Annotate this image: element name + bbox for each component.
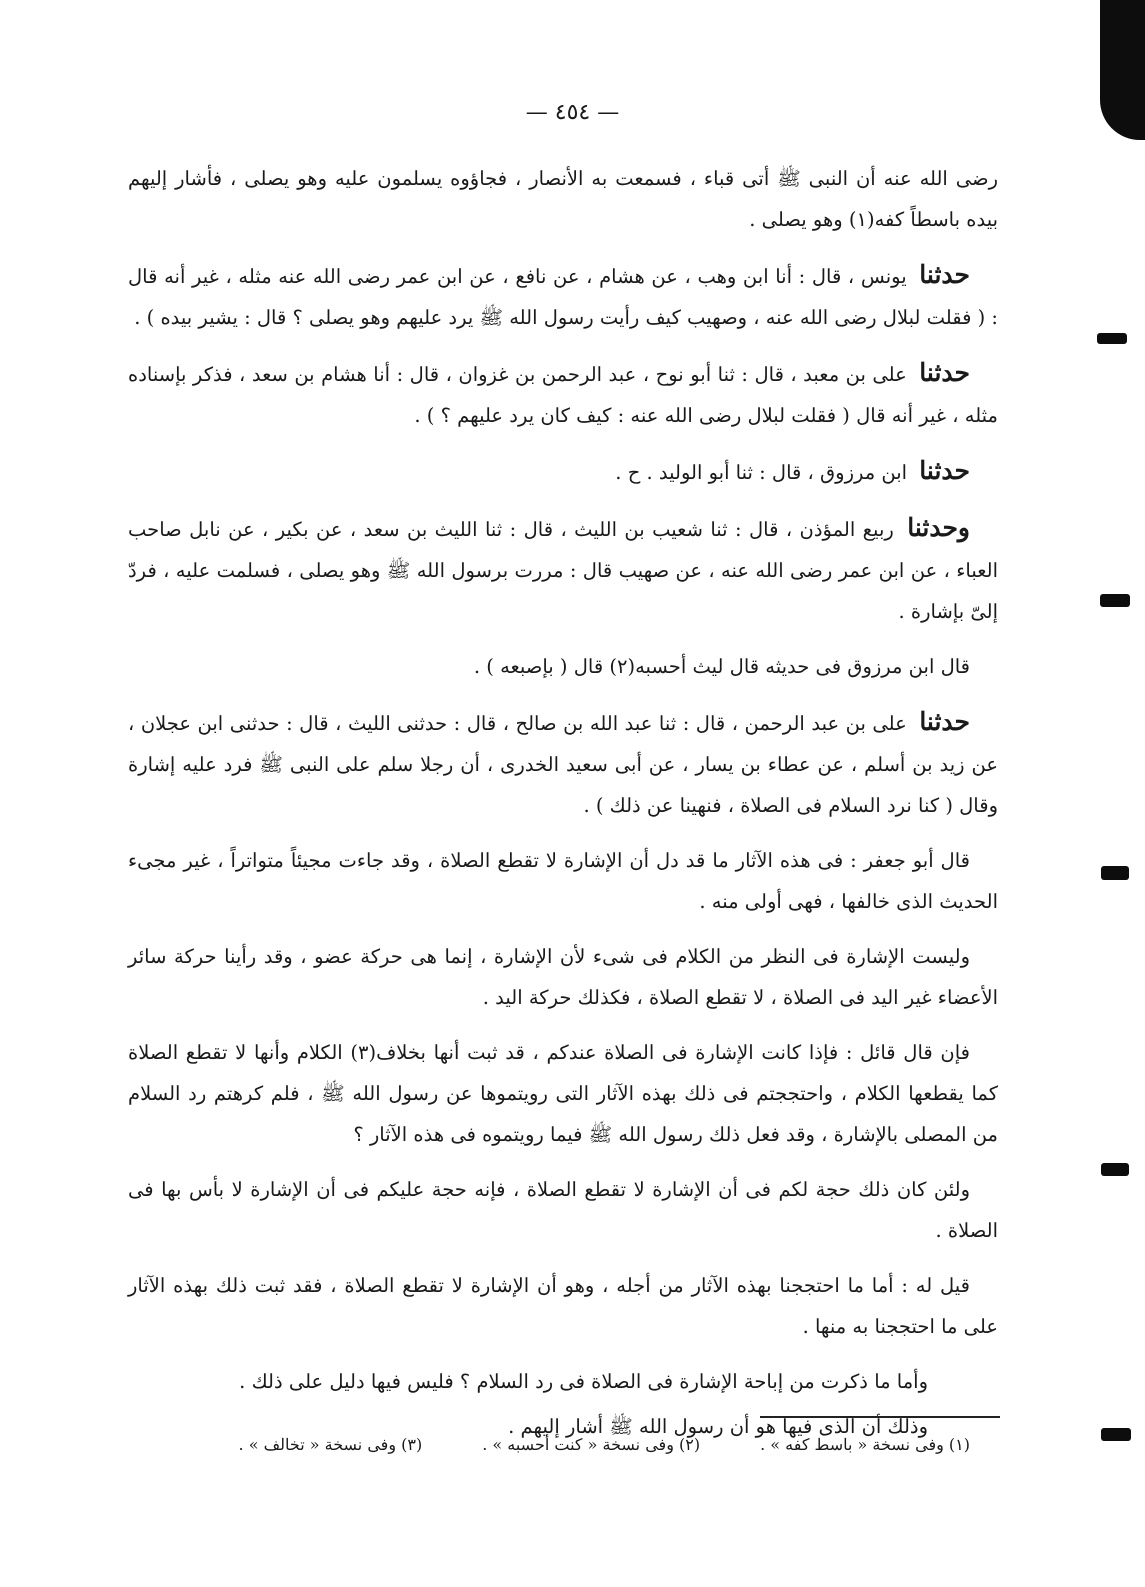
paragraph-text: على بن عبد الرحمن ، قال : ثنا عبد الله بن صالح ، قال : حدثنى الليث ، قال : حدثنى ابن عجلان ، عن زيد بن أسلم ، عن عطاء بن يسار ، عن أبى سعيد الخدرى ، أن رجلا سلم على النبى ﷺ فرد عليه إشارة وقال ( كنا نرد السلام فى الصلاة ، فنهينا عن ذلك ) . — [128, 712, 998, 817]
paragraph-text: ربيع المؤذن ، قال : ثنا شعيب بن الليث ، قال : ثنا الليث بن سعد ، عن بكير ، عن نابل صاحب العباء ، عن ابن عمر رضى الله عنه ، عن صهيب قال : مررت برسول الله ﷺ وهو يصلى ، فسلمت عليه ، فردّ إلىّ بإشارة . — [128, 518, 998, 623]
scan-edge-mark-4 — [1101, 1163, 1129, 1176]
paragraph-text: يونس ، قال : أنا ابن وهب ، عن هشام ، عن نافع ، عن ابن عمر رضى الله عنه مثله ، غير أنه قال : ( فقلت لبلال رضى الله عنه ، وصهيب كيف رأيت رسول الله ﷺ يرد عليهم وهو يصلى ؟ قال : يشير بيده ) . — [128, 265, 998, 329]
body-text — [128, 158, 998, 1451]
paragraph-text: على بن معبد ، قال : ثنا أبو نوح ، عبد الرحمن بن غزوان ، قال : أنا هشام بن سعد ، فذكر بإسناده مثله ، غير أنه قال ( فقلت لبلال رضى الله عنه : كيف كان يرد عليهم ؟ ) . — [128, 363, 998, 427]
hadith-paragraph — [128, 450, 998, 493]
paragraph-text: قال أبو جعفر : فى هذه الآثار ما قد دل أن الإشارة لا تقطع الصلاة ، وقد جاءت مجيئاً متواتراً ، غير مجىء الحديث الذى خالفها ، فهى أولى منه . — [128, 849, 998, 913]
paragraph-text: وذلك أن الذى فيها هو أن رسول الله ﷺ أشار إليهم . — [508, 1415, 928, 1438]
paragraph — [128, 936, 998, 1018]
hadith-lead-word: حدثنا — [919, 260, 970, 289]
hadith-lead-word: حدثنا — [919, 456, 970, 485]
paragraph — [128, 1032, 998, 1155]
hadith-paragraph — [128, 507, 998, 632]
paragraph-text: فإن قال قائل : فإذا كانت الإشارة فى الصلاة عندكم ، قد ثبت أنها بخلاف(٣) الكلام وأنها لا تقطع الصلاة كما يقطعها الكلام ، واحتججتم فى ذلك بهذه الآثار التى رويتموها عن رسول الله ﷺ ، فلم كرهتم رد السلام من المصلى بالإشارة ، وقد فعل ذلك رسول الله ﷺ فيما رويتموه فى هذه الآثار ؟ — [128, 1041, 998, 1146]
hadith-paragraph — [128, 352, 998, 436]
hadith-lead-word: وحدثنا — [907, 513, 970, 542]
scan-edge-mark-3 — [1101, 866, 1129, 880]
paragraph — [128, 646, 998, 687]
scan-edge-mark-1 — [1097, 333, 1127, 344]
hadith-lead-word: حدثنا — [919, 358, 970, 387]
scan-edge-mark-2 — [1100, 594, 1130, 607]
paragraph — [128, 1169, 998, 1251]
paragraph-text: قيل له : أما ما احتججنا بهذه الآثار من أجله ، وهو أن الإشارة لا تقطع الصلاة ، فقد ثبت ذلك بهذه الآثار على ما احتججنا به منها . — [128, 1274, 998, 1338]
paragraph — [128, 1265, 998, 1347]
hadith-lead-word: حدثنا — [919, 707, 971, 736]
footnote-divider — [760, 1416, 1000, 1418]
page-number: — ٤٥٤ — — [525, 100, 620, 125]
hadith-paragraph — [128, 701, 998, 826]
paragraph — [128, 840, 998, 922]
scan-edge-mark-5 — [1101, 1428, 1131, 1441]
paragraph-text: رضى الله عنه أن النبى ﷺ أتى قباء ، فسمعت به الأنصار ، فجاؤوه يسلمون عليه وهو يصلى ، فأشار إليهم بيده باسطاً كفه(١) وهو يصلى . — [128, 167, 998, 231]
footnotes — [160, 1430, 970, 1460]
paragraph-text: قال ابن مرزوق فى حديثه قال ليث أحسبه(٢) قال ( بإصبعه ) . — [473, 655, 970, 678]
footnote-2: (٢) وفى نسخة « كنت أحسبه » . — [482, 1435, 701, 1454]
paragraph-text: ولئن كان ذلك حجة لكم فى أن الإشارة لا تقطع الصلاة ، فإنه حجة عليكم فى أن الإشارة لا بأس بها فى الصلاة . — [128, 1178, 998, 1242]
footnote-3: (٣) وفى نسخة « تخالف » . — [238, 1435, 423, 1454]
paragraph-text: ابن مرزوق ، قال : ثنا أبو الوليد . ح . — [615, 461, 908, 484]
paragraph — [128, 158, 998, 240]
footnote-1: (١) وفى نسخة « باسط كفه » . — [760, 1435, 970, 1454]
hadith-paragraph — [128, 254, 998, 338]
paragraph — [128, 1361, 998, 1402]
paragraph-text: وليست الإشارة فى النظر من الكلام فى شىء لأن الإشارة ، إنما هى حركة عضو ، وقد رأينا حركة سائر الأعضاء غير اليد فى الصلاة ، لا تقطع الصلاة ، فكذلك حركة اليد . — [128, 945, 998, 1009]
paragraph-text: وأما ما ذكرت من إباحة الإشارة فى الصلاة فى رد السلام ؟ فليس فيها دليل على ذلك . — [239, 1370, 928, 1393]
